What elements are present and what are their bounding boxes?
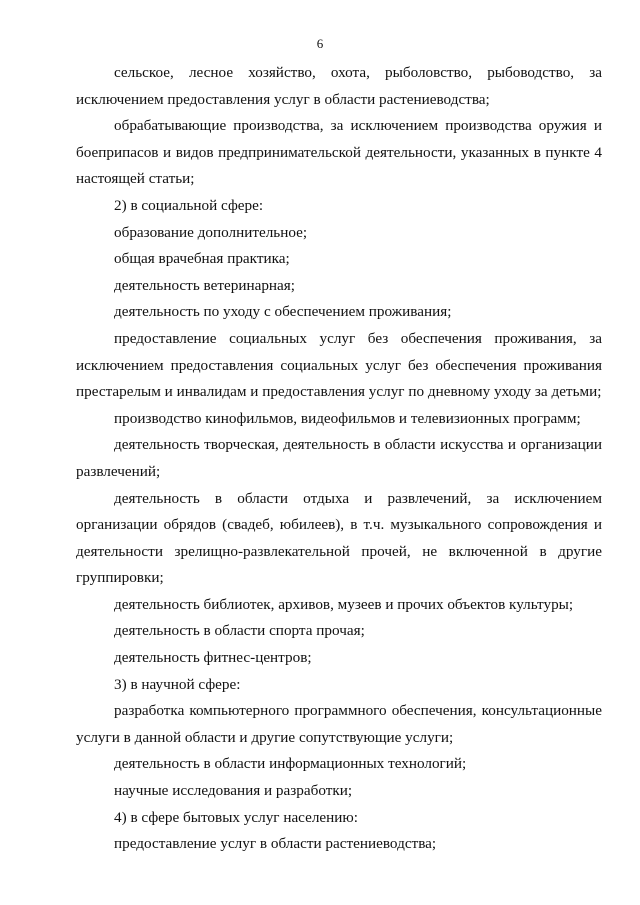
document-body — [76, 60, 602, 858]
list-item: предоставление социальных услуг без обеспечения проживания, за исключением предоставления социальных услуг без обеспечения проживания престарелым и инвалидам и предоставления услуг по дневному уходу за детьми; — [76, 329, 602, 401]
list-item: деятельность в области отдыха и развлечений, за исключением организации обрядов (свадеб, юбилеев), в т.ч. музыкального сопровождения и деятельности зрелищно-развлекательной прочей, не включенной в другие группировки; — [76, 489, 602, 587]
section-heading-household-services: 4) в сфере бытовых услуг населению: — [114, 808, 358, 826]
section-heading-social: 2) в социальной сфере: — [114, 196, 264, 214]
section-heading-science: 3) в научной сфере: — [114, 675, 241, 693]
page-number: 6 — [316, 36, 324, 51]
list-item: деятельность в области спорта прочая; — [114, 622, 365, 640]
paragraph-manufacturing: обрабатывающие производства, за исключением производства оружия и боеприпасов и видов предпринимательской деятельности, указанных в пункте 4 настоящей статьи; — [76, 117, 602, 188]
list-item: научные исследования и разработки; — [114, 782, 353, 800]
list-item: предоставление услуг в области растениеводства; — [114, 835, 437, 853]
list-item: деятельность по уходу с обеспечением проживания; — [114, 303, 452, 321]
list-item: производство кинофильмов, видеофильмов и телевизионных программ; — [114, 409, 581, 427]
list-item: деятельность в области информационных технологий; — [114, 755, 467, 773]
paragraph-agriculture: сельское, лесное хозяйство, охота, рыболовство, рыбоводство, за исключением предоставления услуг в области растениеводства; — [76, 64, 602, 108]
list-item: разработка компьютерного программного обеспечения, консультационные услуги в данной области и другие сопутствующие услуги; — [76, 702, 602, 746]
list-item: деятельность творческая, деятельность в области искусства и организации развлечений; — [76, 436, 602, 480]
list-item: деятельность ветеринарная; — [114, 276, 295, 294]
list-item: деятельность библиотек, архивов, музеев и прочих объектов культуры; — [114, 595, 574, 613]
list-item: образование дополнительное; — [114, 223, 308, 241]
list-item: общая врачебная практика; — [114, 250, 290, 268]
list-item: деятельность фитнес-центров; — [114, 649, 312, 667]
